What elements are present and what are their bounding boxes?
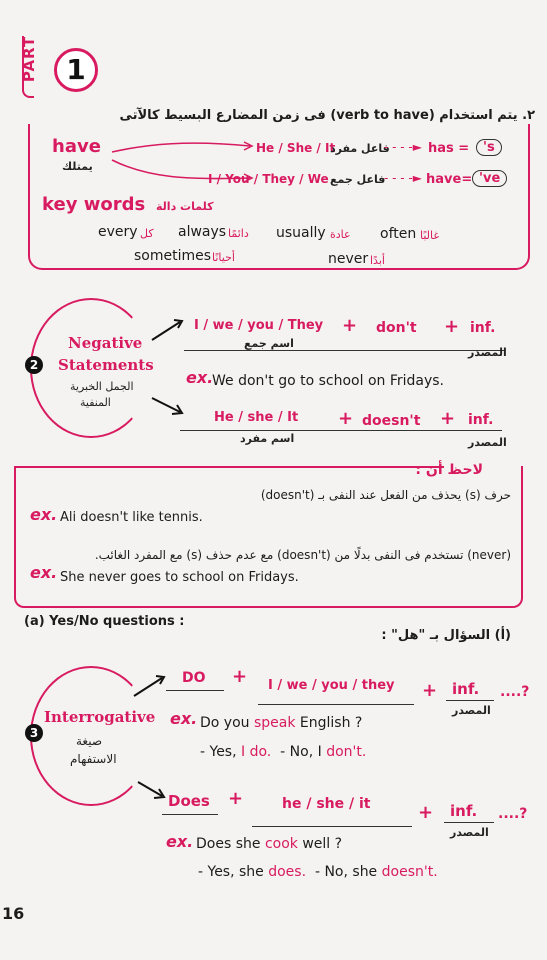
interrogative-number: 3 bbox=[29, 726, 39, 740]
kw-never: never bbox=[328, 251, 369, 267]
page-number: 16 bbox=[2, 904, 25, 923]
have-meaning: يمتلك bbox=[62, 160, 93, 173]
arrow-icon: - - - -► bbox=[384, 140, 422, 154]
negative-row2-inf-ar: المصدر bbox=[468, 436, 507, 449]
negative-arrows bbox=[150, 314, 190, 424]
plus-sign: + bbox=[232, 666, 248, 687]
part-label: PART bbox=[20, 35, 39, 83]
negative-row2-subject-ar: اسم مفرد bbox=[240, 432, 295, 445]
kw-always: always bbox=[178, 224, 227, 240]
plus-sign: + bbox=[422, 680, 438, 701]
q1-inf-ar: المصدر bbox=[452, 704, 491, 717]
negative-row1-aux: don't bbox=[376, 320, 417, 336]
negative-title-ar-1: الجمل الخبرية bbox=[70, 380, 134, 393]
negative-row1-subject-ar: اسم جمع bbox=[244, 337, 294, 350]
plus-sign: + bbox=[228, 788, 244, 809]
interrogative-title: Interrogative bbox=[44, 708, 156, 726]
have-row1-pronouns: He / She / It bbox=[256, 141, 336, 155]
section-number-badge bbox=[25, 356, 43, 374]
negative-row2-aux: doesn't bbox=[362, 413, 421, 429]
have-row1-short: 's bbox=[476, 139, 502, 156]
key-words-title: key words bbox=[42, 194, 146, 215]
part-number: 1 bbox=[66, 53, 86, 86]
q2-inf: inf. bbox=[450, 802, 478, 820]
q1-inf-line bbox=[446, 700, 494, 701]
have-section-title: ٢. يتم استخدام (verb to have) فى زمن المضارع البسيط كالآتى bbox=[119, 108, 535, 123]
kw-often: often bbox=[380, 226, 417, 242]
have-row2-label: فاعل جمع bbox=[330, 173, 386, 186]
q2-answer-yes-verb: does. bbox=[268, 864, 307, 880]
section-number-badge bbox=[25, 724, 43, 742]
q2-answer-no: - No, she bbox=[314, 864, 382, 880]
arrow-icon: - - - -► bbox=[384, 171, 422, 185]
negative-row1-line bbox=[184, 350, 504, 351]
example-label: ex. bbox=[170, 709, 198, 728]
negative-row2-subject: He / she / It bbox=[214, 410, 299, 425]
interrogative-arrows bbox=[132, 670, 172, 810]
example-label: ex. bbox=[166, 832, 194, 851]
q2-example-after: well ? bbox=[297, 836, 343, 852]
q1-subject: I / we / you / they bbox=[268, 678, 395, 693]
note-example-2: She never goes to school on Fridays. bbox=[60, 570, 299, 585]
kw-sometimes-ar: أحيانًا bbox=[212, 251, 235, 264]
q1-answer-no-verb: don't. bbox=[326, 744, 367, 760]
questions-heading-en: (a) Yes/No questions : bbox=[24, 614, 185, 629]
negative-title-1: Negative bbox=[68, 334, 143, 352]
q2-example bbox=[196, 836, 342, 852]
have-row1-label: فاعل مفرد bbox=[330, 142, 390, 155]
part-header bbox=[14, 28, 104, 98]
q1-inf: inf. bbox=[452, 680, 480, 698]
q1-example-verb: speak bbox=[253, 715, 296, 731]
negative-number: 2 bbox=[29, 358, 39, 372]
q2-answer-yes: - Yes, she bbox=[198, 864, 269, 880]
key-words-title-ar: كلمات دالة bbox=[156, 200, 214, 213]
negative-title-2: Statements bbox=[58, 356, 154, 374]
plus-sign: + bbox=[444, 316, 460, 337]
have-row1-form: has = bbox=[428, 141, 470, 156]
negative-row1-inf-ar: المصدر bbox=[468, 346, 507, 359]
have-row2-short: 've bbox=[472, 170, 507, 187]
q1-example bbox=[200, 715, 362, 731]
plus-sign: + bbox=[338, 408, 354, 429]
q2-inf-ar: المصدر bbox=[450, 826, 489, 839]
have-row2-form: have= bbox=[426, 172, 473, 187]
have-row2-pronouns: I / You / They / We bbox=[208, 172, 329, 186]
q2-aux-line bbox=[162, 814, 218, 815]
q1-example-after: English ? bbox=[295, 715, 363, 731]
kw-sometimes: sometimes bbox=[134, 248, 212, 264]
negative-example: We don't go to school on Fridays. bbox=[212, 373, 445, 389]
kw-never-ar: أبدًا bbox=[370, 254, 385, 267]
q2-inf-line bbox=[444, 822, 494, 823]
q2-subject: he / she / it bbox=[282, 796, 371, 812]
interrogative-title-ar-1: صيغة bbox=[76, 734, 103, 748]
part-number-badge bbox=[54, 48, 98, 92]
have-word: have bbox=[52, 136, 101, 157]
q1-aux-line bbox=[166, 690, 224, 691]
q2-example-verb: cook bbox=[264, 836, 298, 852]
q1-aux: DO bbox=[182, 670, 206, 686]
kw-every: every bbox=[98, 224, 138, 240]
interrogative-title-ar-2: الاستفهام bbox=[70, 752, 117, 766]
q1-end: ....? bbox=[500, 684, 530, 700]
q2-answers bbox=[198, 864, 438, 880]
negative-row2-inf: inf. bbox=[468, 412, 494, 428]
example-label: ex. bbox=[186, 368, 214, 387]
note-title: لاحظ أن : bbox=[415, 462, 483, 478]
note-2: (never) تستخدم فى النفى بدلًا من (doesn't) مع عدم حذف (s) مع المفرد الغائب. bbox=[94, 548, 511, 562]
negative-row1-subject: I / we / you / They bbox=[194, 318, 324, 333]
q1-answer-yes-verb: I do. bbox=[241, 744, 272, 760]
plus-sign: + bbox=[440, 408, 456, 429]
q2-subject-line bbox=[252, 826, 412, 827]
negative-title-ar-2: المنفية bbox=[80, 396, 111, 409]
kw-every-ar: كل bbox=[140, 227, 154, 240]
q1-subject-line bbox=[258, 704, 414, 705]
kw-usually: usually bbox=[276, 225, 326, 241]
q1-answer-yes: - Yes, bbox=[200, 744, 242, 760]
q1-example-before: Do you bbox=[200, 715, 254, 731]
plus-sign: + bbox=[342, 315, 358, 336]
plus-sign: + bbox=[418, 802, 434, 823]
example-label: ex. bbox=[30, 505, 58, 524]
kw-often-ar: غالبًا bbox=[420, 229, 440, 242]
q2-end: ....? bbox=[498, 806, 528, 822]
q1-answer-no: - No, I bbox=[280, 744, 327, 760]
kw-always-ar: دائمًا bbox=[228, 227, 249, 240]
q2-answer-no-verb: doesn't. bbox=[381, 864, 438, 880]
negative-row1-inf: inf. bbox=[470, 320, 496, 336]
q2-aux: Does bbox=[168, 792, 210, 810]
q1-answers bbox=[200, 744, 366, 760]
example-label: ex. bbox=[30, 563, 58, 582]
note-example-1: Ali doesn't like tennis. bbox=[60, 510, 203, 525]
kw-usually-ar: عادة bbox=[330, 228, 351, 241]
q2-example-before: Does she bbox=[196, 836, 265, 852]
note-1: حرف (s) يحذف من الفعل عند النفى بـ (doesn't) bbox=[260, 488, 511, 502]
questions-heading-ar: (أ) السؤال بـ "هل" : bbox=[381, 628, 511, 643]
negative-row2-line bbox=[180, 430, 502, 431]
